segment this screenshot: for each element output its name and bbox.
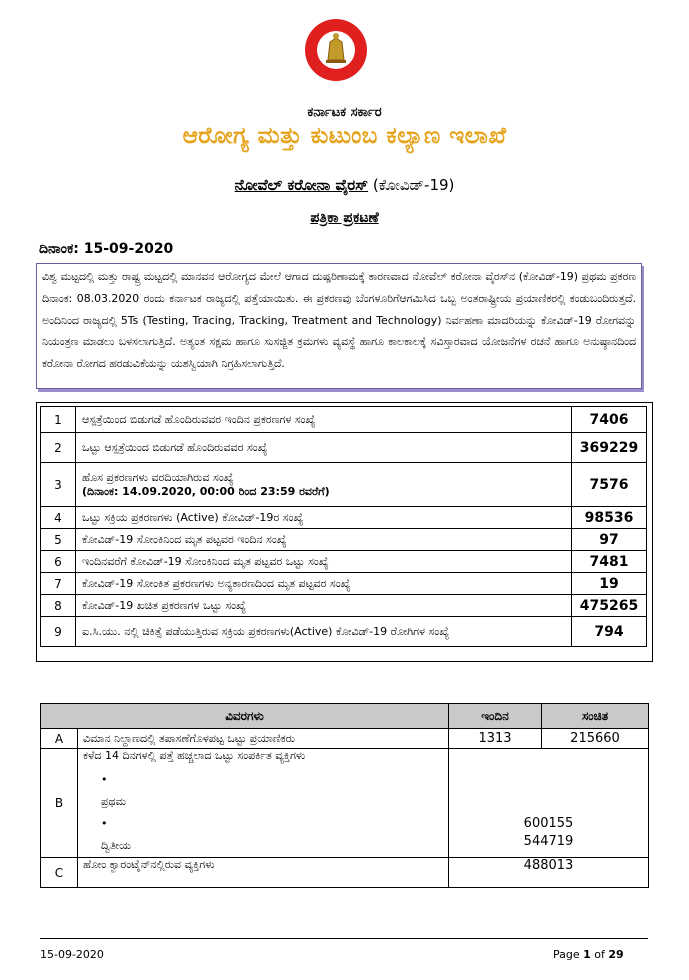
row-value: 97 xyxy=(572,529,647,551)
row-value: 475265 xyxy=(572,595,647,617)
row-label: ಕಳೆದ 14 ದಿನಗಳಲ್ಲಿ ಪತ್ತೆ ಹಚ್ಚಲಾದ ಒಟ್ಟು ಸಂಪರ್ಕಿತ ವ್ಯಕ್ತಿಗಳು xyxy=(83,749,306,762)
row-number: 6 xyxy=(41,551,76,573)
row-label: ಕೋವಿಡ್-19 ಖಚಿತ ಪ್ರಕರಣಗಳ ಒಟ್ಟು ಸಂಖ್ಯೆ xyxy=(82,598,246,612)
row-total: 215660 xyxy=(542,729,649,749)
row-label: ಕೋವಿಡ್-19 ಸೋಂಕಿತ ಪ್ರಕರಣಗಳು ಅನ್ಯಕಾರಣದಿಂದ ಮೃತ ಪಟ್ಟವರ ಸಂಖ್ಯೆ xyxy=(82,576,351,590)
intro-paragraph: ವಿಶ್ವ ಮಟ್ಟದಲ್ಲಿ ಮತ್ತು ರಾಷ್ಟ್ರ ಮಟ್ಟದಲ್ಲಿ ಮಾನವನ ಆರೋಗ್ಯದ ಮೇಲೆ ಆಗಾದ ದುಷ್ಪರಿಣಾಮಕ್ಕೆ ಕಾರಣವಾದ ನೋವೆಲ್ ಕರೋನಾ ವೈರಸ್‌ನ (ಕೋವಿಡ್-19) ಪ್ರಥಮ ಪ್ರಕರಣ ದಿನಾಂಕ: 08.03.2020 ರಂದು ಕರ್ನಾಟಕ ರಾಜ್ಯದಲ್ಲಿ ಪತ್ತೆಯಾಯಿತು. ಈ ಪ್ರಕರಣವು ಬೆಂಗಳೂರಿಗೆಆಗಮಿಸಿದ ಒಬ್ಬ ಅಂತರಾಷ್ಟ್ರೀಯ ಪ್ರಯಾಣಿಕರಲ್ಲಿ ಕಂಡುಬಂದಿರುತ್ತದೆ. ಅಂದಿನಿಂದ ರಾಜ್ಯದಲ್ಲಿ 5Ts (Testing, Tracing, Tracking, Treatment and Technology) ನಿರ್ವಹಣಾ ಮಾದರಿಯನ್ನು ಕೋವಿಡ್-19 ರೋಗವನ್ನು ನಿಯಂತ್ರಣ ಮಾಡಲು ಬಳಸಲಾಗುತ್ತಿದೆ. ಅತ್ಯಂತ ಸಕ್ಷಮ ಹಾಗೂ ಸುಸಜ್ಜಿತ ಕ್ರಮಗಳು ವ್ಯವಸ್ಥೆ ಹಾಗೂ ಕಾಲಕಾಲಕ್ಕೆ ಸವಿಸ್ತಾರವಾದ ಯೋಜನೆಗಳ ರಚನೆ ಹಾಗೂ ಅನುಷ್ಠಾನದಿಂದ ಕರೋನಾ ರೋಗದ ಹರಡುವಿಕೆಯನ್ನು ಯಶಸ್ವಿಯಾಗಿ ನಿಗ್ರಹಿಸಲಾಗುತ್ತಿದೆ. xyxy=(36,263,642,389)
row-value: 7481 xyxy=(572,551,647,573)
details-header-desc: ವಿವರಗಳು xyxy=(41,704,449,729)
stats-row xyxy=(41,407,647,433)
row-value: 7406 xyxy=(572,407,647,433)
primary-total: 600155 xyxy=(523,816,574,831)
government-name: ಕರ್ನಾಟಕ ಸರ್ಕಾರ xyxy=(307,105,382,120)
row-label-cell xyxy=(76,595,572,617)
row-number: 3 xyxy=(41,463,76,507)
row-letter: A xyxy=(41,729,78,749)
page-indicator: Page 1 of 29 xyxy=(553,948,624,961)
row-label: ಆಸ್ಪತ್ರೆಯಿಂದ ಬಿಡುಗಡೆ ಹೊಂದಿರುವವರ ಇಂದಿನ ಪ್ರಕರಣಗಳ ಸಂಖ್ಯೆ xyxy=(82,412,316,426)
stats-row xyxy=(41,551,647,573)
row-label: ಹೋಂ ಕ್ವಾರಂಟೈನ್‌ನಲ್ಲಿರುವ ವ್ಯಕ್ತಿಗಳು xyxy=(78,858,449,888)
release-date: ದಿನಾಂಕ: 15-09-2020 xyxy=(39,241,174,257)
subject-line xyxy=(0,176,689,194)
row-label-cell xyxy=(76,507,572,529)
row-label: ಕೋವಿಡ್-19 ಸೋಂಕಿನಿಂದ ಮೃತ ಪಟ್ಟವರ ಇಂದಿನ ಸಂಖ್ಯೆ xyxy=(82,532,287,546)
secondary-total: 544719 xyxy=(523,834,574,849)
row-label: ಒಟ್ಟು ಆಸ್ಪತ್ರೆಯಿಂದ ಬಿಡುಗಡೆ ಹೊಂದಿರುವವರ ಸಂಖ್ಯೆ xyxy=(82,440,268,454)
row-label-cell xyxy=(76,551,572,573)
row-value: 369229 xyxy=(572,433,647,463)
details-row-b xyxy=(41,749,649,858)
row-label: ಇಂದಿನವರೆಗೆ ಕೋವಿಡ್-19 ಸೋಂಕಿನಿಂದ ಮೃತ ಪಟ್ಟವರ ಒಟ್ಟು ಸಂಖ್ಯೆ xyxy=(82,554,329,568)
details-header-today: ಇಂದಿನ xyxy=(449,704,542,729)
stats-row xyxy=(41,433,647,463)
details-row-c xyxy=(41,858,649,888)
stats-row xyxy=(41,529,647,551)
row-label-cell xyxy=(76,573,572,595)
row-label: ಒಟ್ಟು ಸಕ್ರಿಯ ಪ್ರಕರಣಗಳು (Active) ಕೋವಿಡ್-19ರ ಸಂಖ್ಯೆ xyxy=(82,510,304,524)
press-release-title: ಪತ್ರಿಕಾ ಪ್ರಕಟಣೆ xyxy=(310,210,379,226)
stats-row xyxy=(41,617,647,647)
row-total: 488013 xyxy=(449,858,649,888)
row-number: 1 xyxy=(41,407,76,433)
row-number: 2 xyxy=(41,433,76,463)
row-label-cell xyxy=(76,463,572,507)
row-number: 9 xyxy=(41,617,76,647)
stats-row xyxy=(41,463,647,507)
row-label-cell xyxy=(76,433,572,463)
contact-bullets xyxy=(101,769,443,857)
row-number: 7 xyxy=(41,573,76,595)
footer-divider xyxy=(40,938,648,939)
details-table xyxy=(40,703,649,888)
row-number: 8 xyxy=(41,595,76,617)
row-label-cell xyxy=(76,407,572,433)
row-label: ವಿಮಾನ ನಿಲ್ದಾಣದಲ್ಲಿ ತಪಾಸಣೆಗೊಳಪಟ್ಟ ಒಟ್ಟು ಪ್ರಯಾಣಿಕರು xyxy=(78,729,449,749)
row-label-cell xyxy=(76,529,572,551)
stats-row xyxy=(41,595,647,617)
details-row-a xyxy=(41,729,649,749)
row-number: 4 xyxy=(41,507,76,529)
row-value: 19 xyxy=(572,573,647,595)
row-label: ಐ.ಸಿ.ಯು. ನಲ್ಲಿ ಚಿಕಿತ್ಸೆ ಪಡೆಯುತ್ತಿರುವ ಸಕ್ರಿಯ ಪ್ರಕರಣಗಳು(Active) ಕೋವಿಡ್-19 ರೋಗಿಗಳ ಸಂಖ್ಯೆ xyxy=(82,624,450,638)
stats-row xyxy=(41,507,647,529)
row-today: 1313 xyxy=(449,729,542,749)
bullet-primary: • ಪ್ರಥಮ xyxy=(101,773,127,808)
row-value: 794 xyxy=(572,617,647,647)
subject-title: ನೋವೆಲ್ ಕರೋನಾ ವೈರಸ್ xyxy=(234,176,369,194)
footer-date: 15-09-2020 xyxy=(40,948,104,961)
row-value: 98536 xyxy=(572,507,647,529)
row-letter: B xyxy=(41,749,78,858)
row-label: ಹೊಸ ಪ್ರಕರಣಗಳು ವರದಿಯಾಗಿರುವ ಸಂಖ್ಯೆ xyxy=(82,470,234,484)
row-label-cell xyxy=(78,749,449,858)
row-letter: C xyxy=(41,858,78,888)
row-label-cell xyxy=(76,617,572,647)
details-header-total: ಸಂಚಿತ xyxy=(542,704,649,729)
row-totals xyxy=(449,749,649,858)
row-sublabel: (ದಿನಾಂಕ: 14.09.2020, 00:00 ರಿಂದ 23:59 ರವರೆಗೆ) xyxy=(82,484,330,498)
row-number: 5 xyxy=(41,529,76,551)
department-title: ಆರೋಗ್ಯ ಮತ್ತು ಕುಟುಂಬ ಕಲ್ಯಾಣ ಇಲಾಖೆ xyxy=(182,123,507,149)
stats-table xyxy=(40,406,647,647)
karnataka-emblem-icon xyxy=(304,18,368,82)
bullet-secondary: • ದ್ವಿತೀಯ xyxy=(101,817,131,852)
stats-row xyxy=(41,573,647,595)
subject-paren: (ಕೋವಿಡ್-19) xyxy=(372,176,455,194)
row-value: 7576 xyxy=(572,463,647,507)
